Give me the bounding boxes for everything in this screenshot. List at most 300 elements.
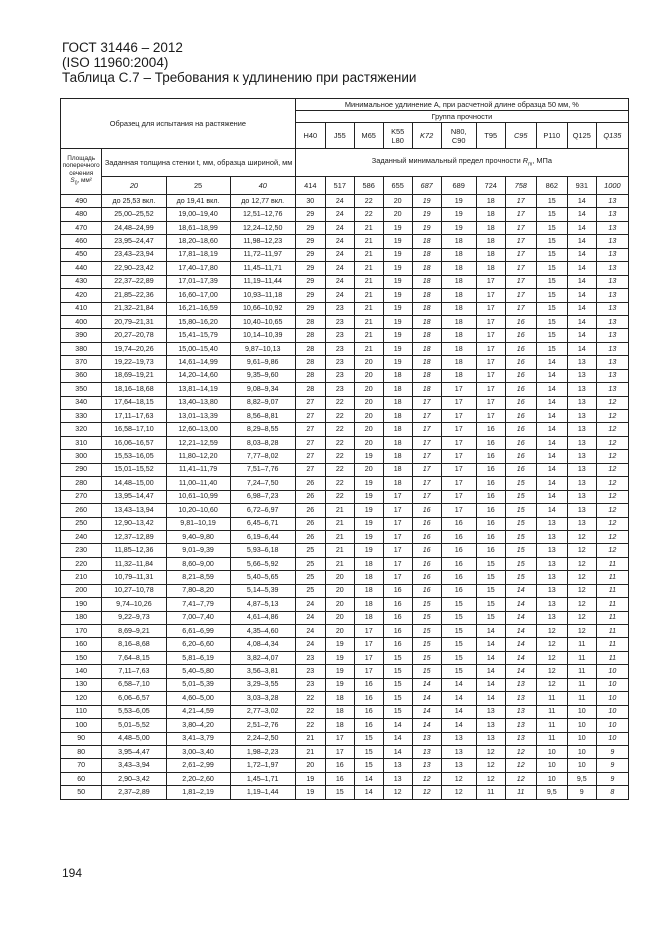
table-cell: 22: [325, 410, 354, 423]
table-cell: 8,60–9,00: [166, 557, 230, 570]
table-cell: 13: [567, 463, 596, 476]
table-row: [61, 692, 629, 705]
table-cell: 18: [383, 383, 412, 396]
table-cell: 19: [354, 517, 383, 530]
table-cell: 13: [476, 705, 505, 718]
table-cell: 15: [536, 235, 567, 248]
table-cell: 17: [412, 490, 441, 503]
table-cell: 5,93–6,18: [230, 544, 295, 557]
table-cell: 3,43–3,94: [102, 759, 166, 772]
table-cell: 17: [383, 557, 412, 570]
table-cell: 14: [536, 463, 567, 476]
table-cell: 13: [412, 759, 441, 772]
header-wall-thickness: Заданная толщина стенки t, мм, образца шириной, мм: [102, 149, 295, 177]
table-cell: 16: [441, 584, 476, 597]
table-cell: 12: [412, 772, 441, 785]
table-cell: 12: [567, 625, 596, 638]
grade-header: Q125: [567, 123, 596, 149]
table-cell: 21: [354, 289, 383, 302]
table-cell: 17: [441, 383, 476, 396]
table-cell: 14,61–14,99: [166, 356, 230, 369]
table-cell: 410: [61, 302, 102, 315]
table-cell: 12: [567, 557, 596, 570]
table-cell: 13: [596, 195, 628, 208]
table-cell: 17: [383, 530, 412, 543]
table-cell: 18: [412, 356, 441, 369]
table-cell: 10,27–10,78: [102, 584, 166, 597]
table-cell: 13: [412, 745, 441, 758]
table-cell: до 25,53 вкл.: [102, 195, 166, 208]
table-cell: 23,95–24,47: [102, 235, 166, 248]
table-cell: 17: [412, 463, 441, 476]
table-cell: 19: [383, 302, 412, 315]
table-cell: 15: [441, 638, 476, 651]
table-cell: 290: [61, 463, 102, 476]
table-cell: 11,32–11,84: [102, 557, 166, 570]
strength-header: 862: [536, 177, 567, 195]
table-cell: 6,98–7,23: [230, 490, 295, 503]
table-cell: 19: [354, 477, 383, 490]
table-cell: 120: [61, 692, 102, 705]
table-cell: 10: [596, 732, 628, 745]
table-cell: 18: [412, 289, 441, 302]
table-cell: 1,19–1,44: [230, 786, 295, 799]
grade-header: T95: [476, 123, 505, 149]
table-cell: 18: [441, 289, 476, 302]
table-cell: 9,74–10,26: [102, 598, 166, 611]
table-cell: 16,58–17,10: [102, 423, 166, 436]
table-cell: 14: [505, 665, 536, 678]
table-cell: 27: [295, 396, 325, 409]
table-cell: 9,5: [536, 786, 567, 799]
table-cell: 22: [354, 195, 383, 208]
table-cell: 20: [325, 598, 354, 611]
table-cell: 14: [412, 719, 441, 732]
table-cell: 5,40–5,65: [230, 571, 295, 584]
grade-header: C95: [505, 123, 536, 149]
table-cell: 12: [596, 477, 628, 490]
table-cell: 13: [536, 530, 567, 543]
table-cell: 17: [412, 410, 441, 423]
width-header: 20: [102, 177, 166, 195]
table-cell: 7,00–7,40: [166, 611, 230, 624]
grade-header: H40: [295, 123, 325, 149]
table-row: [61, 329, 629, 342]
table-cell: 10: [567, 719, 596, 732]
table-cell: 13: [536, 611, 567, 624]
table-cell: 16: [505, 369, 536, 382]
table-cell: 15,00–15,40: [166, 342, 230, 355]
table-row: [61, 356, 629, 369]
table-cell: 8,21–8,59: [166, 571, 230, 584]
table-cell: 18: [441, 369, 476, 382]
table-cell: 13: [505, 732, 536, 745]
table-cell: 29: [295, 208, 325, 221]
table-cell: 250: [61, 517, 102, 530]
grade-header: M65: [354, 123, 383, 149]
table-cell: 16: [476, 436, 505, 449]
table-cell: 14: [536, 369, 567, 382]
table-cell: 17: [476, 302, 505, 315]
table-cell: 15: [536, 248, 567, 261]
table-row: [61, 396, 629, 409]
table-cell: 15: [536, 302, 567, 315]
table-cell: 17: [505, 302, 536, 315]
table-cell: 12,21–12,59: [166, 436, 230, 449]
table-cell: 17: [505, 235, 536, 248]
table-cell: 28: [295, 356, 325, 369]
table-row: [61, 544, 629, 557]
table-row: [61, 289, 629, 302]
table-cell: 5,81–6,19: [166, 651, 230, 664]
table-cell: 9,40–9,80: [166, 530, 230, 543]
table-cell: 29: [295, 221, 325, 234]
table-cell: 3,80–4,20: [166, 719, 230, 732]
width-header: 40: [230, 177, 295, 195]
table-cell: 9,35–9,60: [230, 369, 295, 382]
table-cell: 29: [295, 275, 325, 288]
table-cell: 320: [61, 423, 102, 436]
table-cell: 16: [412, 584, 441, 597]
table-cell: 18: [383, 436, 412, 449]
table-cell: 27: [295, 463, 325, 476]
header-min-elongation: Минимальное удлинение A, при расчетной длине образца 50 мм, %: [295, 99, 628, 111]
table-cell: 18: [476, 195, 505, 208]
table-cell: 13: [596, 315, 628, 328]
table-cell: 22,37–22,89: [102, 275, 166, 288]
table-cell: 17: [441, 490, 476, 503]
table-cell: 17: [476, 342, 505, 355]
table-cell: 15: [412, 665, 441, 678]
table-cell: 15,41–15,79: [166, 329, 230, 342]
table-cell: 16: [441, 544, 476, 557]
table-cell: 15: [383, 651, 412, 664]
table-cell: 14: [354, 772, 383, 785]
table-cell: 23: [325, 342, 354, 355]
table-cell: 11: [596, 584, 628, 597]
table-cell: 4,61–4,86: [230, 611, 295, 624]
table-cell: 130: [61, 678, 102, 691]
table-cell: 21: [354, 342, 383, 355]
table-cell: 12: [412, 786, 441, 799]
table-cell: 11: [596, 598, 628, 611]
table-cell: 16: [505, 329, 536, 342]
table-cell: 28: [295, 383, 325, 396]
table-cell: 140: [61, 665, 102, 678]
table-cell: 13: [567, 369, 596, 382]
table-cell: 20,27–20,78: [102, 329, 166, 342]
table-cell: 18: [412, 275, 441, 288]
table-cell: 18: [412, 342, 441, 355]
table-cell: 14: [354, 786, 383, 799]
table-cell: 10: [567, 759, 596, 772]
document-header: [62, 40, 416, 85]
table-cell: 18: [412, 369, 441, 382]
table-cell: 3,00–3,40: [166, 745, 230, 758]
table-cell: 20: [354, 383, 383, 396]
table-cell: 14: [536, 490, 567, 503]
table-row: [61, 423, 629, 436]
table-cell: 10: [536, 745, 567, 758]
table-cell: 7,51–7,76: [230, 463, 295, 476]
table-cell: 12: [596, 530, 628, 543]
table-cell: 21: [354, 235, 383, 248]
table-cell: 10: [567, 705, 596, 718]
table-cell: 13: [383, 759, 412, 772]
table-cell: 14: [505, 584, 536, 597]
table-cell: 440: [61, 262, 102, 275]
table-row: [61, 598, 629, 611]
table-cell: 2,20–2,60: [166, 772, 230, 785]
strength-header: 689: [441, 177, 476, 195]
table-cell: 13: [567, 396, 596, 409]
table-cell: 11,98–12,23: [230, 235, 295, 248]
table-cell: 15: [536, 195, 567, 208]
table-cell: 11: [536, 692, 567, 705]
table-cell: 16,06–16,57: [102, 436, 166, 449]
table-cell: 15: [325, 786, 354, 799]
table-cell: 220: [61, 557, 102, 570]
table-cell: 26: [295, 517, 325, 530]
table-cell: 6,61–6,99: [166, 625, 230, 638]
table-cell: 10: [596, 678, 628, 691]
table-cell: 3,29–3,55: [230, 678, 295, 691]
table-cell: 16: [383, 638, 412, 651]
table-cell: 10: [596, 665, 628, 678]
table-cell: 19: [383, 235, 412, 248]
table-cell: 15: [412, 651, 441, 664]
table-cell: 18: [383, 423, 412, 436]
table-cell: 80: [61, 745, 102, 758]
table-cell: 18: [354, 571, 383, 584]
grade-header: K72: [412, 123, 441, 149]
table-cell: 210: [61, 571, 102, 584]
table-cell: 490: [61, 195, 102, 208]
table-row: [61, 262, 629, 275]
table-cell: 12: [505, 759, 536, 772]
table-cell: 18: [354, 557, 383, 570]
table-cell: 15,01–15,52: [102, 463, 166, 476]
table-cell: 360: [61, 369, 102, 382]
table-cell: 17: [441, 410, 476, 423]
table-cell: 18: [383, 369, 412, 382]
table-cell: 18: [412, 315, 441, 328]
table-cell: 5,66–5,92: [230, 557, 295, 570]
table-cell: 11: [596, 611, 628, 624]
table-cell: 26: [295, 490, 325, 503]
table-cell: 25,00–25,52: [102, 208, 166, 221]
table-cell: 330: [61, 410, 102, 423]
table-cell: 18: [441, 302, 476, 315]
table-cell: 4,21–4,59: [166, 705, 230, 718]
table-cell: 16: [476, 530, 505, 543]
table-cell: 18: [383, 463, 412, 476]
table-cell: 12: [596, 490, 628, 503]
table-cell: 16: [383, 598, 412, 611]
table-row: [61, 463, 629, 476]
table-cell: 19,00–19,40: [166, 208, 230, 221]
table-cell: 25: [295, 544, 325, 557]
table-cell: 14: [567, 329, 596, 342]
table-cell: 5,53–6,05: [102, 705, 166, 718]
table-cell: 14: [536, 450, 567, 463]
table-cell: 9,81–10,19: [166, 517, 230, 530]
grade-header: J55: [325, 123, 354, 149]
table-cell: 470: [61, 221, 102, 234]
table-cell: 24: [325, 221, 354, 234]
table-cell: 21: [354, 315, 383, 328]
table-cell: 19: [354, 544, 383, 557]
table-cell: 15: [476, 584, 505, 597]
table-cell: 18: [354, 598, 383, 611]
table-cell: 18: [412, 235, 441, 248]
table-cell: 11: [596, 651, 628, 664]
table-cell: 400: [61, 315, 102, 328]
table-cell: 16: [354, 705, 383, 718]
table-cell: 20: [354, 369, 383, 382]
table-cell: 24: [325, 262, 354, 275]
table-row: [61, 759, 629, 772]
page-number: 194: [62, 866, 83, 880]
table-cell: 17: [476, 369, 505, 382]
table-cell: 17: [441, 504, 476, 517]
table-cell: 20: [354, 410, 383, 423]
table-cell: 29: [295, 248, 325, 261]
table-cell: 11,41–11,79: [166, 463, 230, 476]
table-cell: 14: [567, 248, 596, 261]
table-cell: 19: [383, 262, 412, 275]
table-cell: 11: [567, 678, 596, 691]
table-cell: 20: [295, 759, 325, 772]
table-cell: 14: [441, 719, 476, 732]
table-cell: 14: [441, 705, 476, 718]
table-cell: 6,20–6,60: [166, 638, 230, 651]
table-cell: 13: [567, 423, 596, 436]
table-cell: 15: [441, 625, 476, 638]
table-cell: 16: [412, 530, 441, 543]
table-cell: 12: [596, 396, 628, 409]
table-cell: 260: [61, 504, 102, 517]
table-cell: 22: [325, 477, 354, 490]
table-cell: 430: [61, 275, 102, 288]
table-cell: 13: [536, 517, 567, 530]
table-cell: 180: [61, 611, 102, 624]
table-cell: 14: [441, 678, 476, 691]
table-cell: 12: [567, 598, 596, 611]
table-cell: 17: [383, 504, 412, 517]
table-cell: 21,85–22,36: [102, 289, 166, 302]
table-cell: 2,77–3,02: [230, 705, 295, 718]
table-cell: 15: [536, 342, 567, 355]
table-cell: 26: [295, 530, 325, 543]
table-cell: 21: [325, 517, 354, 530]
table-cell: 17: [476, 275, 505, 288]
table-row: [61, 772, 629, 785]
table-cell: 24: [325, 208, 354, 221]
table-cell: 21: [325, 504, 354, 517]
table-cell: 17: [476, 315, 505, 328]
table-cell: 10: [596, 705, 628, 718]
table-row: [61, 786, 629, 799]
strength-header: 687: [412, 177, 441, 195]
grade-header: N80, C90: [441, 123, 476, 149]
header-strength-group: Группа прочности: [295, 111, 628, 123]
table-cell: 15: [505, 504, 536, 517]
table-cell: 13: [505, 678, 536, 691]
table-cell: 6,58–7,10: [102, 678, 166, 691]
table-cell: 24: [295, 598, 325, 611]
table-cell: 14: [567, 302, 596, 315]
table-row: [61, 651, 629, 664]
table-row: [61, 732, 629, 745]
table-cell: 24: [325, 289, 354, 302]
table-cell: 17: [383, 544, 412, 557]
table-cell: 14: [567, 195, 596, 208]
table-cell: 17: [505, 208, 536, 221]
table-cell: 14: [505, 598, 536, 611]
table-cell: 11: [536, 732, 567, 745]
table-cell: 22: [325, 423, 354, 436]
table-cell: 3,41–3,79: [166, 732, 230, 745]
table-cell: 13: [596, 275, 628, 288]
table-cell: 13,43–13,94: [102, 504, 166, 517]
table-cell: 18: [441, 275, 476, 288]
table-cell: 3,95–4,47: [102, 745, 166, 758]
table-cell: 6,45–6,71: [230, 517, 295, 530]
table-cell: 14: [567, 275, 596, 288]
table-cell: 16: [354, 719, 383, 732]
table-cell: 17: [505, 221, 536, 234]
table-cell: 16: [476, 517, 505, 530]
table-cell: 19: [354, 530, 383, 543]
table-cell: 20: [325, 625, 354, 638]
table-cell: 16: [354, 678, 383, 691]
table-cell: 13: [567, 504, 596, 517]
table-cell: 14: [567, 315, 596, 328]
table-cell: 15: [505, 477, 536, 490]
table-cell: 13: [536, 544, 567, 557]
table-cell: 7,11–7,63: [102, 665, 166, 678]
table-cell: 4,35–4,60: [230, 625, 295, 638]
table-cell: 13: [567, 477, 596, 490]
table-cell: 14: [412, 705, 441, 718]
strength-header: 586: [354, 177, 383, 195]
table-cell: 13: [596, 342, 628, 355]
width-header: 25: [166, 177, 230, 195]
table-cell: 23,43–23,94: [102, 248, 166, 261]
table-cell: 15: [536, 262, 567, 275]
table-cell: 16: [505, 410, 536, 423]
table-row: [61, 504, 629, 517]
table-cell: 15: [354, 745, 383, 758]
table-cell: 15: [476, 571, 505, 584]
table-cell: 15,80–16,20: [166, 315, 230, 328]
table-cell: 22: [295, 692, 325, 705]
table-cell: 2,24–2,50: [230, 732, 295, 745]
table-cell: 16,21–16,59: [166, 302, 230, 315]
table-cell: 190: [61, 598, 102, 611]
table-cell: 18,20–18,60: [166, 235, 230, 248]
table-cell: 21: [354, 221, 383, 234]
table-cell: 18: [441, 315, 476, 328]
table-cell: 17: [505, 195, 536, 208]
table-cell: 10,66–10,92: [230, 302, 295, 315]
table-cell: 23: [325, 356, 354, 369]
table-cell: 9,5: [567, 772, 596, 785]
table-row: [61, 530, 629, 543]
table-cell: 5,01–5,52: [102, 719, 166, 732]
table-cell: 18: [412, 248, 441, 261]
